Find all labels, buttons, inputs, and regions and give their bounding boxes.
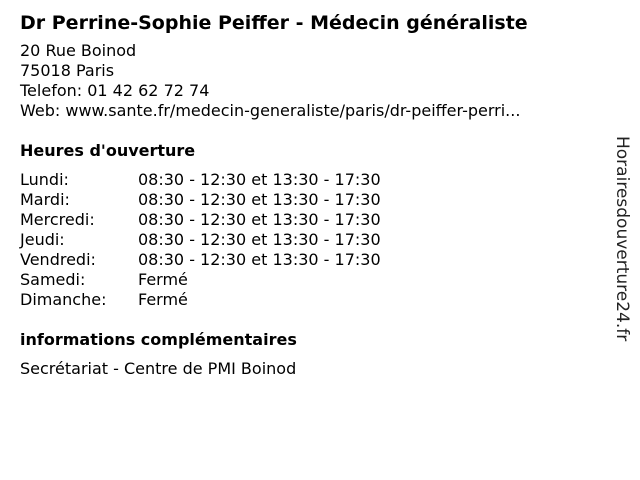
- info-heading: informations complémentaires: [20, 330, 297, 349]
- city-postal: 75018 Paris: [20, 61, 115, 80]
- day-label: Dimanche:: [20, 290, 107, 309]
- hours-row-lundi: [20, 170, 381, 190]
- hours-row-samedi: [20, 270, 381, 290]
- day-hours: Fermé: [138, 270, 188, 289]
- site-watermark: Horairesdouverture24.fr: [612, 136, 632, 342]
- hours-row-mercredi: [20, 210, 381, 230]
- listing-card: [20, 10, 600, 379]
- hours-row-jeudi: [20, 230, 381, 250]
- page-title: Dr Perrine-Sophie Peiffer - Médecin généraliste: [20, 12, 528, 34]
- street-address: 20 Rue Boinod: [20, 41, 137, 60]
- phone-number: Telefon: 01 42 62 72 74: [20, 81, 210, 100]
- day-hours: 08:30 - 12:30 et 13:30 - 17:30: [138, 230, 381, 249]
- hours-row-mardi: [20, 190, 381, 210]
- hours-heading: Heures d'ouverture: [20, 141, 196, 160]
- hours-row-dimanche: [20, 290, 381, 310]
- website-link[interactable]: Web: www.sante.fr/medecin-generaliste/paris/dr-peiffer-perri...: [20, 101, 521, 120]
- day-label: Jeudi:: [20, 230, 65, 249]
- day-label: Mercredi:: [20, 210, 95, 229]
- day-hours: 08:30 - 12:30 et 13:30 - 17:30: [138, 170, 381, 189]
- day-hours: 08:30 - 12:30 et 13:30 - 17:30: [138, 250, 381, 269]
- info-text: Secrétariat - Centre de PMI Boinod: [20, 359, 297, 378]
- day-label: Vendredi:: [20, 250, 96, 269]
- day-hours: 08:30 - 12:30 et 13:30 - 17:30: [138, 210, 381, 229]
- hours-table: [20, 170, 381, 310]
- hours-row-vendredi: [20, 250, 381, 270]
- day-label: Lundi:: [20, 170, 69, 189]
- address-block: [20, 41, 600, 121]
- day-label: Samedi:: [20, 270, 86, 289]
- day-hours: Fermé: [138, 290, 188, 309]
- day-hours: 08:30 - 12:30 et 13:30 - 17:30: [138, 190, 381, 209]
- day-label: Mardi:: [20, 190, 70, 209]
